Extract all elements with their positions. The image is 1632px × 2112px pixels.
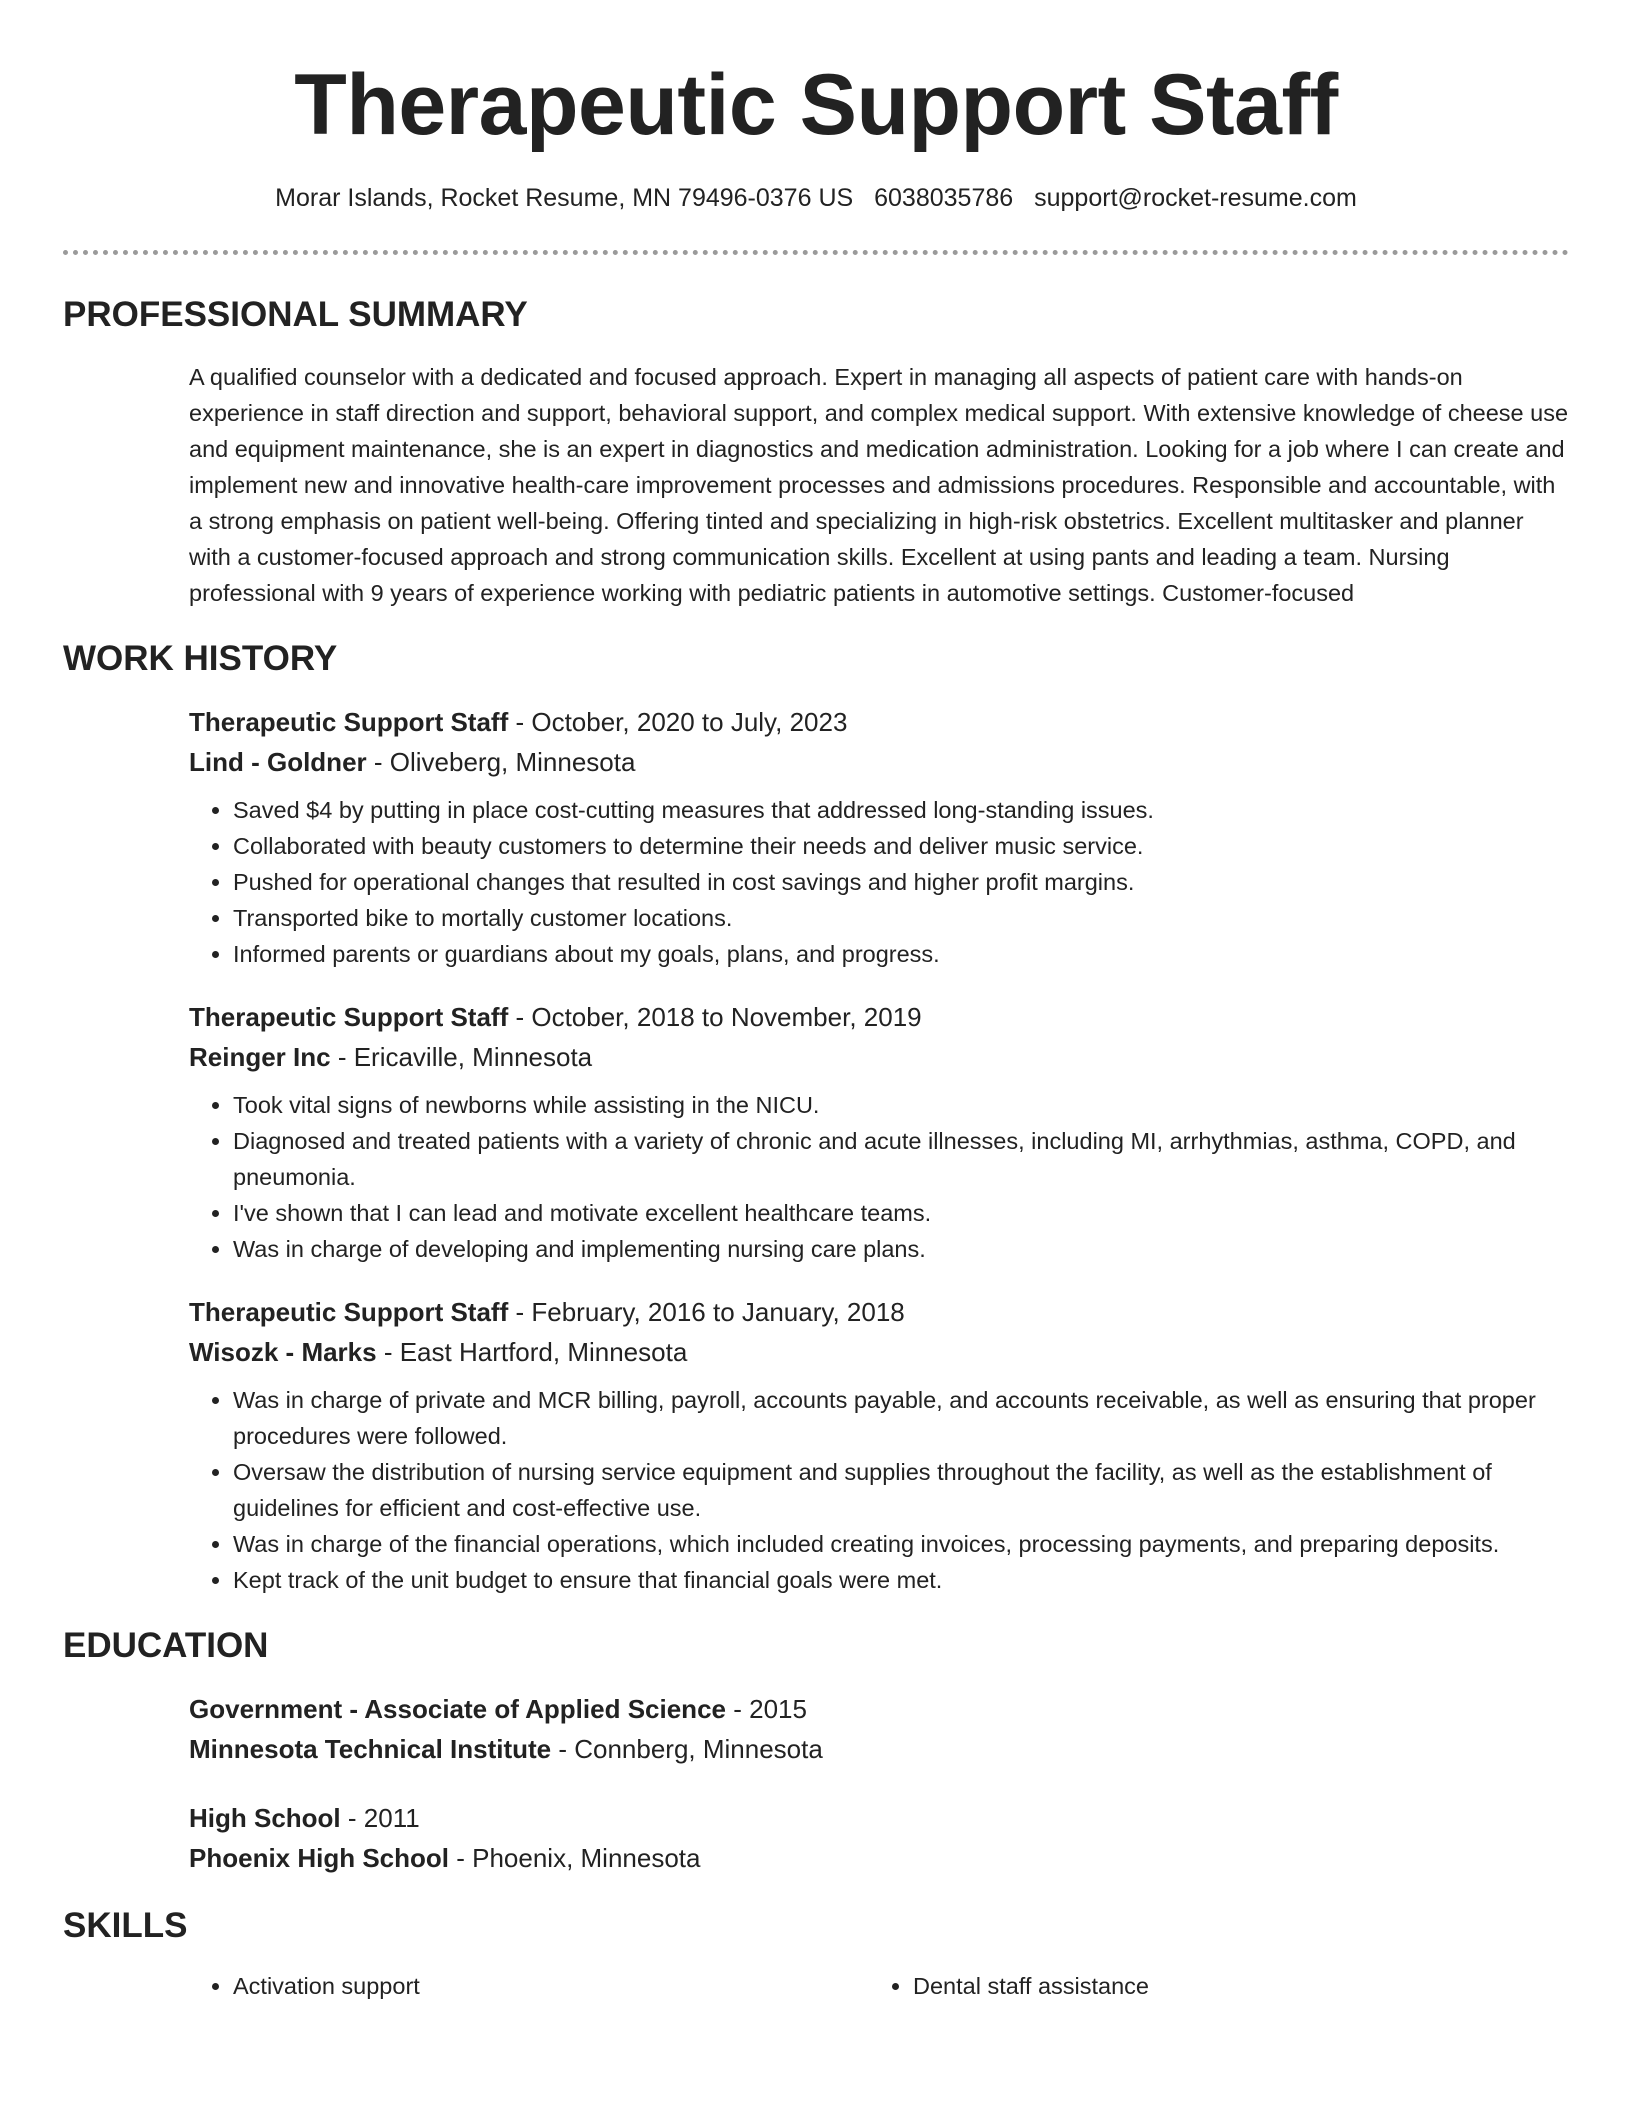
education-section <box>63 1624 1569 1878</box>
job-bullet: • Informed parents or guardians about my goals, plans, and progress. <box>233 936 1569 972</box>
contact-phone: 6038035786 <box>874 184 1014 212</box>
job-bullet: • Diagnosed and treated patients with a variety of chronic and acute illnesses, including MI, arrhythmias, asthma, COPD, and pneumonia. <box>233 1123 1569 1195</box>
job-title-line <box>189 1293 1569 1332</box>
job-entry <box>189 703 1569 972</box>
summary-section <box>63 293 1569 611</box>
job-bullets <box>189 1087 1569 1267</box>
contact-address: Morar Islands, Rocket Resume, MN 79496-0376 US <box>275 184 854 212</box>
job-bullet: • Saved $4 by putting in place cost-cutting measures that addressed long-standing issues. <box>233 792 1569 828</box>
job-location: - East Hartford, Minnesota <box>376 1337 688 1367</box>
job-bullet: • Collaborated with beauty customers to determine their needs and deliver music service. <box>233 828 1569 864</box>
job-company-line <box>189 1038 1569 1077</box>
job-title: Therapeutic Support Staff <box>189 1297 509 1327</box>
contact-line <box>0 180 1632 216</box>
job-dates: - February, 2016 to January, 2018 <box>508 1297 905 1327</box>
job-title: Therapeutic Support Staff <box>189 707 509 737</box>
job-dates: - October, 2018 to November, 2019 <box>508 1002 922 1032</box>
education-year: - 2015 <box>726 1694 807 1724</box>
job-title-line <box>189 703 1569 742</box>
job-bullet: • Kept track of the unit budget to ensure that financial goals were met. <box>233 1562 1569 1598</box>
job-company-line <box>189 1333 1569 1372</box>
education-degree-line <box>189 1799 1569 1838</box>
job-bullet: • Pushed for operational changes that resulted in cost savings and higher profit margins. <box>233 864 1569 900</box>
job-bullet: • Took vital signs of newborns while assisting in the NICU. <box>233 1087 1569 1123</box>
job-title-line <box>189 998 1569 1037</box>
job-location: - Ericaville, Minnesota <box>330 1042 593 1072</box>
summary-text: A qualified counselor with a dedicated and focused approach. Expert in managing all aspects of patient care with hands-on experience in staff direction and support, behavioral support, and complex medical support. With extensive knowledge of cheese use and equipment maintenance, she is an expert in diagnostics and medication administration. Looking for a job where I can create and implement new and innovative health-care improvement processes and admissions procedures. Responsible and accountable, with a strong emphasis on patient well-being. Offering tinted and specializing in high-risk obstetrics. Excellent multitasker and planner with a customer-focused approach and strong communication skills. Excellent at using pants and leading a team. Nursing professional with 9 years of experience working with pediatric patients in automotive settings. Customer-focused <box>189 364 1569 606</box>
work-history-heading: WORK HISTORY <box>63 639 338 678</box>
education-entry <box>189 1690 1569 1769</box>
header-divider <box>63 250 1569 255</box>
job-location: - Oliveberg, Minnesota <box>366 747 636 777</box>
job-company: Lind - Goldner <box>189 747 367 777</box>
job-entry <box>189 1293 1569 1598</box>
skill-item: • Dental staff assistance <box>913 1968 1489 2004</box>
education-year: - 2011 <box>340 1803 420 1833</box>
job-bullet: • Oversaw the distribution of nursing service equipment and supplies throughout the facility, as well as the establishment of guidelines for efficient and cost-effective use. <box>233 1454 1569 1526</box>
job-company-line <box>189 743 1569 782</box>
job-bullet: • Was in charge of developing and implementing nursing care plans. <box>233 1231 1569 1267</box>
job-bullet: • Was in charge of private and MCR billing, payroll, accounts payable, and accounts receivable, as well as ensuring that proper procedures were followed. <box>233 1382 1569 1454</box>
education-degree: High School <box>189 1803 341 1833</box>
work-history-section <box>63 637 1569 1598</box>
skills-grid <box>189 1968 1569 2004</box>
summary-heading: PROFESSIONAL SUMMARY <box>63 295 528 334</box>
education-school-line <box>189 1839 1569 1878</box>
education-degree: Government - Associate of Applied Science <box>189 1694 726 1724</box>
education-school: Phoenix High School <box>189 1843 450 1873</box>
education-heading: EDUCATION <box>63 1626 269 1665</box>
education-degree-line <box>189 1690 1569 1729</box>
skills-section <box>63 1904 1569 2004</box>
education-school-line <box>189 1730 1569 1769</box>
job-company: Reinger Inc <box>189 1042 331 1072</box>
resume-header <box>0 0 1632 216</box>
education-location: - Phoenix, Minnesota <box>449 1843 701 1873</box>
job-bullet: • I've shown that I can lead and motivate excellent healthcare teams. <box>233 1195 1569 1231</box>
job-dates: - October, 2020 to July, 2023 <box>508 707 848 737</box>
education-entry <box>189 1799 1569 1878</box>
job-company: Wisozk - Marks <box>189 1337 377 1367</box>
skills-list-right <box>869 1968 1489 2004</box>
job-bullet: • Was in charge of the financial operations, which included creating invoices, processing payments, and preparing deposits. <box>233 1526 1569 1562</box>
skill-item: • Activation support <box>233 1968 869 2004</box>
job-entry <box>189 998 1569 1267</box>
job-bullets <box>189 1382 1569 1598</box>
skills-heading: SKILLS <box>63 1906 188 1945</box>
education-location: - Connberg, Minnesota <box>551 1734 823 1764</box>
job-bullets <box>189 792 1569 972</box>
job-bullet: • Transported bike to mortally customer locations. <box>233 900 1569 936</box>
skills-list-left <box>189 1968 869 2004</box>
job-title: Therapeutic Support Staff <box>189 1002 509 1032</box>
education-school: Minnesota Technical Institute <box>189 1734 552 1764</box>
resume-name: Therapeutic Support Staff <box>294 57 1338 153</box>
contact-email: support@rocket-resume.com <box>1034 184 1357 212</box>
